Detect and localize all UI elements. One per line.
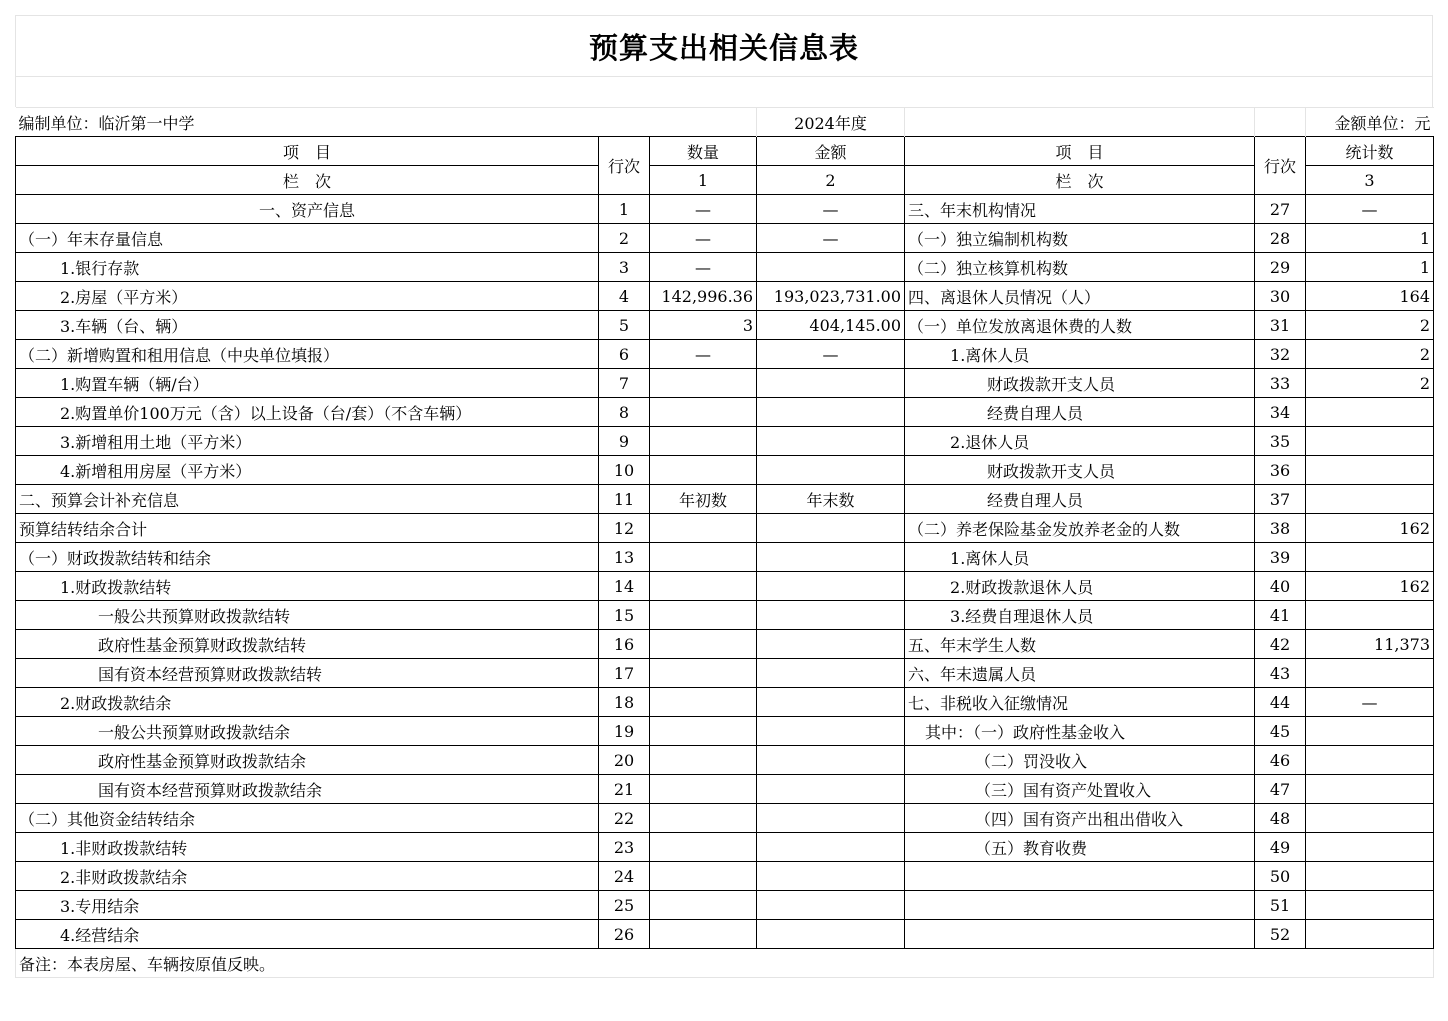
left-item: 2.非财政拨款结余 xyxy=(16,862,599,891)
quantity-cell: 年初数 xyxy=(650,485,757,514)
table-row xyxy=(16,282,1434,311)
stat-cell: 2 xyxy=(1306,369,1434,398)
right-item: 其中：（一）政府性基金收入 xyxy=(905,717,1255,746)
stat-cell xyxy=(1306,427,1434,456)
quantity-cell xyxy=(650,804,757,833)
quantity-cell xyxy=(650,427,757,456)
amount-cell xyxy=(757,630,905,659)
info-row xyxy=(16,108,1434,137)
right-item: 2.财政拨款退休人员 xyxy=(905,572,1255,601)
quantity-cell: — xyxy=(650,195,757,224)
right-row-no: 44 xyxy=(1255,688,1306,717)
table-row xyxy=(16,746,1434,775)
left-item: 3.专用结余 xyxy=(16,891,599,920)
right-row-no: 51 xyxy=(1255,891,1306,920)
table-row xyxy=(16,862,1434,891)
left-item: 3.车辆（台、辆） xyxy=(16,311,599,340)
header-quantity: 数量 xyxy=(650,137,757,166)
left-row-no: 3 xyxy=(599,253,650,282)
stat-cell: 162 xyxy=(1306,514,1434,543)
amount-cell xyxy=(757,891,905,920)
left-row-no: 4 xyxy=(599,282,650,311)
table-row xyxy=(16,688,1434,717)
currency-unit: 金额单位：元 xyxy=(1306,108,1434,137)
left-row-no: 12 xyxy=(599,514,650,543)
left-row-no: 21 xyxy=(599,775,650,804)
amount-cell xyxy=(757,717,905,746)
quantity-cell: — xyxy=(650,340,757,369)
quantity-cell xyxy=(650,369,757,398)
report-sheet xyxy=(15,15,1433,978)
left-row-no: 18 xyxy=(599,688,650,717)
header-lanci-left: 栏 次 xyxy=(16,166,599,195)
table-row xyxy=(16,833,1434,862)
right-item: 七、非税收入征缴情况 xyxy=(905,688,1255,717)
left-item: 1.银行存款 xyxy=(16,253,599,282)
left-item: 2.购置单价100万元（含）以上设备（台/套）（不含车辆） xyxy=(16,398,599,427)
left-row-no: 22 xyxy=(599,804,650,833)
stat-cell: — xyxy=(1306,688,1434,717)
quantity-cell xyxy=(650,456,757,485)
right-row-no: 36 xyxy=(1255,456,1306,485)
right-row-no: 28 xyxy=(1255,224,1306,253)
title-row xyxy=(15,15,1433,76)
quantity-cell xyxy=(650,688,757,717)
amount-cell xyxy=(757,804,905,833)
stat-cell: 1 xyxy=(1306,224,1434,253)
quantity-cell: — xyxy=(650,224,757,253)
left-item: 4.经营结余 xyxy=(16,920,599,949)
right-item: （四）国有资产出租出借收入 xyxy=(905,804,1255,833)
right-item: 财政拨款开支人员 xyxy=(905,369,1255,398)
quantity-cell xyxy=(650,601,757,630)
table-row xyxy=(16,514,1434,543)
amount-cell xyxy=(757,833,905,862)
stat-cell: 2 xyxy=(1306,311,1434,340)
right-row-no: 31 xyxy=(1255,311,1306,340)
left-row-no: 10 xyxy=(599,456,650,485)
right-row-no: 49 xyxy=(1255,833,1306,862)
right-row-no: 38 xyxy=(1255,514,1306,543)
compiling-unit: 编制单位：临沂第一中学 xyxy=(16,108,650,137)
left-row-no: 9 xyxy=(599,427,650,456)
table-row xyxy=(16,311,1434,340)
amount-cell xyxy=(757,543,905,572)
right-row-no: 50 xyxy=(1255,862,1306,891)
quantity-cell xyxy=(650,572,757,601)
stat-cell xyxy=(1306,485,1434,514)
amount-cell: 193,023,731.00 xyxy=(757,282,905,311)
header-row-1 xyxy=(16,137,1434,166)
left-row-no: 13 xyxy=(599,543,650,572)
amount-cell xyxy=(757,746,905,775)
table-row xyxy=(16,659,1434,688)
blank-row xyxy=(15,76,1433,107)
header-row-no-left: 行次 xyxy=(599,137,650,195)
stat-cell: 164 xyxy=(1306,282,1434,311)
right-item: （二）罚没收入 xyxy=(905,746,1255,775)
table-row xyxy=(16,398,1434,427)
left-item: 2.财政拨款结余 xyxy=(16,688,599,717)
left-item: 二、预算会计补充信息 xyxy=(16,485,599,514)
table-row xyxy=(16,369,1434,398)
stat-cell: 1 xyxy=(1306,253,1434,282)
left-item: 国有资本经营预算财政拨款结转 xyxy=(16,659,599,688)
table-row xyxy=(16,543,1434,572)
amount-cell xyxy=(757,601,905,630)
left-row-no: 14 xyxy=(599,572,650,601)
left-item: 预算结转结余合计 xyxy=(16,514,599,543)
left-item: 政府性基金预算财政拨款结转 xyxy=(16,630,599,659)
header-col-1: 1 xyxy=(650,166,757,195)
left-item: 1.非财政拨款结转 xyxy=(16,833,599,862)
amount-cell: — xyxy=(757,224,905,253)
table-row xyxy=(16,224,1434,253)
left-item: （二）其他资金结转结余 xyxy=(16,804,599,833)
right-row-no: 43 xyxy=(1255,659,1306,688)
right-row-no: 41 xyxy=(1255,601,1306,630)
header-item-right: 项 目 xyxy=(905,137,1255,166)
amount-cell xyxy=(757,514,905,543)
table-row xyxy=(16,601,1434,630)
quantity-cell xyxy=(650,514,757,543)
amount-cell: 年末数 xyxy=(757,485,905,514)
note-row xyxy=(16,949,1434,978)
table-row xyxy=(16,630,1434,659)
table-row xyxy=(16,195,1434,224)
right-item xyxy=(905,891,1255,920)
report-title: 预算支出相关信息表 xyxy=(588,30,859,65)
stat-cell xyxy=(1306,804,1434,833)
stat-cell xyxy=(1306,862,1434,891)
table-row xyxy=(16,891,1434,920)
right-row-no: 27 xyxy=(1255,195,1306,224)
right-item: （三）国有资产处置收入 xyxy=(905,775,1255,804)
quantity-cell: — xyxy=(650,253,757,282)
right-item: 四、离退休人员情况（人） xyxy=(905,282,1255,311)
right-item: 3.经费自理退休人员 xyxy=(905,601,1255,630)
table-row xyxy=(16,456,1434,485)
table-row xyxy=(16,775,1434,804)
header-item-left: 项 目 xyxy=(16,137,599,166)
stat-cell xyxy=(1306,746,1434,775)
right-row-no: 33 xyxy=(1255,369,1306,398)
stat-cell xyxy=(1306,543,1434,572)
right-row-no: 34 xyxy=(1255,398,1306,427)
left-item: （一）年末存量信息 xyxy=(16,224,599,253)
stat-cell: 162 xyxy=(1306,572,1434,601)
amount-cell xyxy=(757,688,905,717)
header-amount: 金额 xyxy=(757,137,905,166)
left-row-no: 6 xyxy=(599,340,650,369)
table-note: 备注：本表房屋、车辆按原值反映。 xyxy=(16,949,1434,978)
header-row-2 xyxy=(16,166,1434,195)
left-item: 1.购置车辆（辆/台） xyxy=(16,369,599,398)
stat-cell xyxy=(1306,775,1434,804)
stat-cell xyxy=(1306,920,1434,949)
left-item: 3.新增租用土地（平方米） xyxy=(16,427,599,456)
quantity-cell xyxy=(650,746,757,775)
right-row-no: 39 xyxy=(1255,543,1306,572)
amount-cell xyxy=(757,253,905,282)
left-item: 一般公共预算财政拨款结余 xyxy=(16,717,599,746)
right-item: 三、年末机构情况 xyxy=(905,195,1255,224)
right-row-no: 29 xyxy=(1255,253,1306,282)
right-item: （一）单位发放离退休费的人数 xyxy=(905,311,1255,340)
amount-cell: 404,145.00 xyxy=(757,311,905,340)
stat-cell: 11,373 xyxy=(1306,630,1434,659)
left-row-no: 25 xyxy=(599,891,650,920)
budget-info-table xyxy=(15,107,1434,978)
quantity-cell xyxy=(650,659,757,688)
header-stat: 统计数 xyxy=(1306,137,1434,166)
right-item: 2.退休人员 xyxy=(905,427,1255,456)
right-item: 六、年末遗属人员 xyxy=(905,659,1255,688)
fiscal-year: 2024年度 xyxy=(757,108,905,137)
right-row-no: 45 xyxy=(1255,717,1306,746)
table-row xyxy=(16,572,1434,601)
right-row-no: 42 xyxy=(1255,630,1306,659)
left-row-no: 1 xyxy=(599,195,650,224)
right-row-no: 40 xyxy=(1255,572,1306,601)
amount-cell xyxy=(757,659,905,688)
right-item: （五）教育收费 xyxy=(905,833,1255,862)
quantity-cell xyxy=(650,833,757,862)
amount-cell xyxy=(757,920,905,949)
right-item xyxy=(905,920,1255,949)
amount-cell xyxy=(757,775,905,804)
left-row-no: 8 xyxy=(599,398,650,427)
left-item: 政府性基金预算财政拨款结余 xyxy=(16,746,599,775)
table-row xyxy=(16,717,1434,746)
left-item: 一般公共预算财政拨款结转 xyxy=(16,601,599,630)
left-row-no: 26 xyxy=(599,920,650,949)
table-row xyxy=(16,253,1434,282)
quantity-cell xyxy=(650,920,757,949)
quantity-cell: 142,996.36 xyxy=(650,282,757,311)
table-row xyxy=(16,804,1434,833)
quantity-cell xyxy=(650,862,757,891)
left-row-no: 15 xyxy=(599,601,650,630)
quantity-cell xyxy=(650,543,757,572)
quantity-cell xyxy=(650,398,757,427)
quantity-cell xyxy=(650,891,757,920)
amount-cell xyxy=(757,427,905,456)
left-item: 一、资产信息 xyxy=(16,195,599,224)
left-row-no: 24 xyxy=(599,862,650,891)
header-col-3: 3 xyxy=(1306,166,1434,195)
amount-cell xyxy=(757,369,905,398)
quantity-cell xyxy=(650,717,757,746)
stat-cell xyxy=(1306,398,1434,427)
quantity-cell xyxy=(650,630,757,659)
amount-cell xyxy=(757,572,905,601)
stat-cell xyxy=(1306,833,1434,862)
table-row xyxy=(16,340,1434,369)
left-item: 1.财政拨款结转 xyxy=(16,572,599,601)
left-row-no: 23 xyxy=(599,833,650,862)
stat-cell xyxy=(1306,659,1434,688)
amount-cell: — xyxy=(757,195,905,224)
stat-cell xyxy=(1306,717,1434,746)
table-row xyxy=(16,920,1434,949)
left-row-no: 20 xyxy=(599,746,650,775)
right-row-no: 46 xyxy=(1255,746,1306,775)
left-row-no: 7 xyxy=(599,369,650,398)
right-item: （二）养老保险基金发放养老金的人数 xyxy=(905,514,1255,543)
stat-cell: 2 xyxy=(1306,340,1434,369)
right-item: 财政拨款开支人员 xyxy=(905,456,1255,485)
table-row xyxy=(16,485,1434,514)
amount-cell xyxy=(757,398,905,427)
left-row-no: 19 xyxy=(599,717,650,746)
right-item: 经费自理人员 xyxy=(905,398,1255,427)
left-item: （一）财政拨款结转和结余 xyxy=(16,543,599,572)
left-item: 国有资本经营预算财政拨款结余 xyxy=(16,775,599,804)
right-row-no: 37 xyxy=(1255,485,1306,514)
right-item: 五、年末学生人数 xyxy=(905,630,1255,659)
quantity-cell xyxy=(650,775,757,804)
right-row-no: 48 xyxy=(1255,804,1306,833)
left-item: （二）新增购置和租用信息（中央单位填报） xyxy=(16,340,599,369)
right-row-no: 47 xyxy=(1255,775,1306,804)
stat-cell: — xyxy=(1306,195,1434,224)
stat-cell xyxy=(1306,601,1434,630)
right-item: 1.离休人员 xyxy=(905,543,1255,572)
left-row-no: 17 xyxy=(599,659,650,688)
left-row-no: 2 xyxy=(599,224,650,253)
header-lanci-right: 栏 次 xyxy=(905,166,1255,195)
left-item: 4.新增租用房屋（平方米） xyxy=(16,456,599,485)
left-row-no: 11 xyxy=(599,485,650,514)
left-row-no: 5 xyxy=(599,311,650,340)
left-row-no: 16 xyxy=(599,630,650,659)
right-item xyxy=(905,862,1255,891)
stat-cell xyxy=(1306,456,1434,485)
amount-cell: — xyxy=(757,340,905,369)
left-item: 2.房屋（平方米） xyxy=(16,282,599,311)
right-row-no: 35 xyxy=(1255,427,1306,456)
right-item: 经费自理人员 xyxy=(905,485,1255,514)
header-row-no-right: 行次 xyxy=(1255,137,1306,195)
amount-cell xyxy=(757,456,905,485)
right-item: （一）独立编制机构数 xyxy=(905,224,1255,253)
right-row-no: 32 xyxy=(1255,340,1306,369)
quantity-cell: 3 xyxy=(650,311,757,340)
right-item: 1.离休人员 xyxy=(905,340,1255,369)
right-row-no: 30 xyxy=(1255,282,1306,311)
right-row-no: 52 xyxy=(1255,920,1306,949)
table-row xyxy=(16,427,1434,456)
amount-cell xyxy=(757,862,905,891)
right-item: （二）独立核算机构数 xyxy=(905,253,1255,282)
header-col-2: 2 xyxy=(757,166,905,195)
stat-cell xyxy=(1306,891,1434,920)
